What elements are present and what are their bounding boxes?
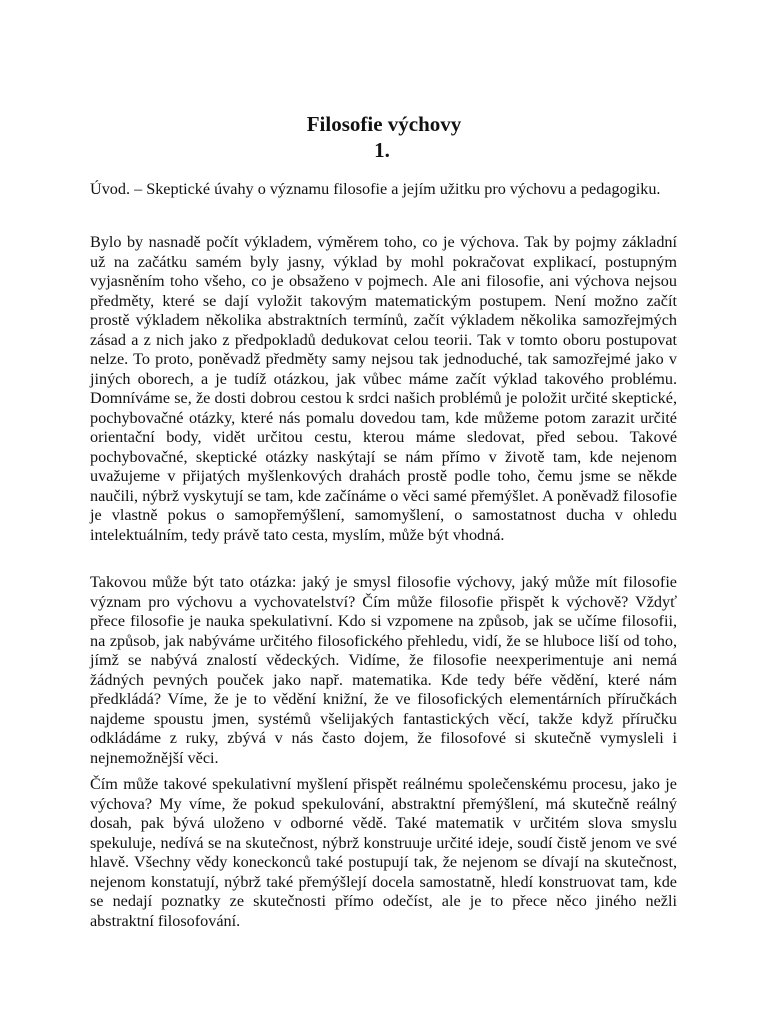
- document-title: Filosofie výchovy: [306, 112, 462, 136]
- body-paragraph-3: Čím může takové spekulativní myšlení přispět reálnému společenskému procesu, jako je výchova? My víme, že pokud spekulování, abstraktní přemýšlení, má skutečně reálný dosah, pak bývá uloženo v odborné vědě. Také matematik v určitém slova smyslu spekuluje, nedívá se na skutečnost, nýbrž konstruuje určité ideje, soudí čistě jenom ve své hlavě. Všechny vědy koneckonců také postupují tak, že nejenom se dívají na skutečnost, nejenom konstatují, nýbrž také přemýšlejí docela samostatně, hledí konstruovat tam, kde se nedají poznatky ze skutečnosti přímo odečíst, ale je to přece něco jiného nežli abstraktní filosofování.: [90, 775, 677, 930]
- body-paragraph-1: Bylo by nasnadě počít výkladem, výměrem toho, co je výchova. Tak by pojmy základní už na začátku samém byly jasny, výklad by mohl pokračovat explikací, postupným vyjasněním toho všeho, co je obsaženo v pojmech. Ale ani filosofie, ani výchova nejsou předměty, které se dají vyložit takovým matematickým postupem. Není možno začít prostě výkladem několika abstraktních termínů, začít výkladem několika samozřejmých zásad a z nich jako z předpokladů dedukovat celou teorii. Tak v tomto oboru postupovat nelze. To proto, poněvadž předměty samy nejsou tak jednoduché, tak samozřejmé jako v jiných oborech, a je tudíž otázkou, jak vůbec máme začít výklad takového problému. Domníváme se, že dosti dobrou cestou k srdci našich problémů je položit určité skeptické, pochybovačné otázky, které nás pomalu dovedou tam, kde můžeme potom zarazit určité orientační body, vidět určitou cestu, kterou máme sledovat, před sebou. Takové pochybovačné, skeptické otázky naskýtají se nám přímo v životě tam, kde nejenom uvažujeme v přijatých myšlenkových drahách prostě podle toho, čemu jsme se někde naučili, nýbrž vyskytují se tam, kde začínáme o věci samé přemýšlet. A poněvadž filosofie je vlastně pokus o samopřemýšlení, samomyšlení, o samostatnost ducha v ohledu intelektuálním, tedy právě tato cesta, myslím, může být vhodná.: [90, 233, 677, 544]
- intro-paragraph: Úvod. – Skeptické úvahy o významu filosofie a jejím užitku pro výchovu a pedagogiku.: [90, 180, 661, 198]
- body-paragraph-2: Takovou může být tato otázka: jaký je smysl filosofie výchovy, jaký může mít filosofie význam pro výchovu a vychovatelství? Čím může filosofie přispět k výchově? Vždyť přece filosofie je nauka spekulativní. Kdo si vzpomene na způsob, jak se učíme filosofii, na způsob, jak nabýváme určitého filosofického přehledu, vidí, že se hluboce liší od toho, jímž se nabývá znalostí vědeckých. Vidíme, že filosofie neexperimentuje ani nemá žádných pevných pouček jako např. matematika. Kde tedy béře vědění, které nám předkládá? Víme, že je to vědění knižní, že ve filosofických elementárních příručkách najdeme spoustu jmen, systémů všelijakých fantastických věcí, takže když příručku odkládáme z ruky, zbývá v nás často dojem, že filosofové si skutečně vymysleli i nejnemožnější věci.: [90, 573, 677, 767]
- title-block: [0, 111, 768, 163]
- chapter-number: 1.: [374, 138, 390, 162]
